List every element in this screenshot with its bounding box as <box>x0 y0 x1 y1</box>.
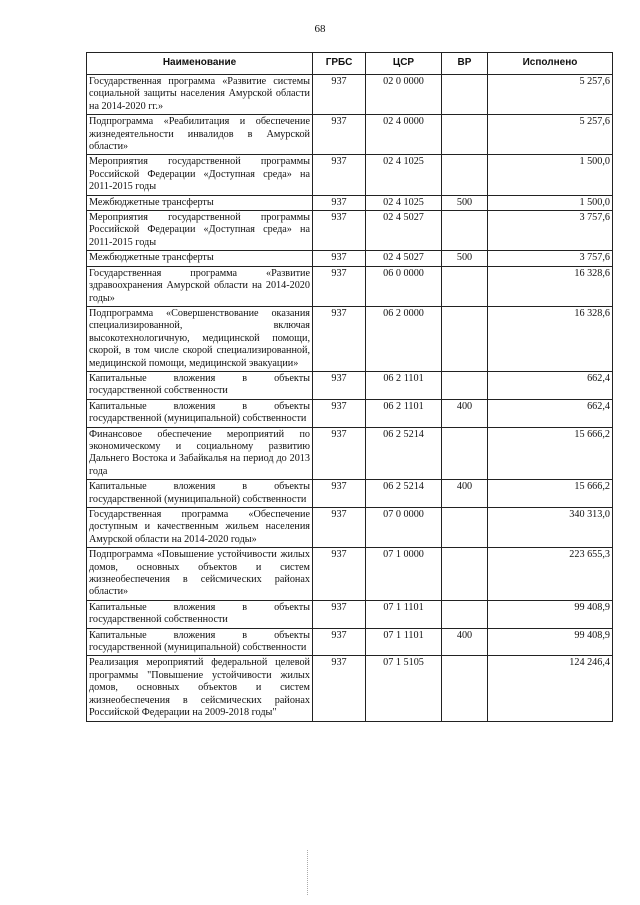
table-row <box>87 266 613 306</box>
header-executed: Исполнено <box>488 53 613 75</box>
table-row <box>87 306 613 371</box>
cell-executed: 99 408,9 <box>488 628 613 656</box>
cell-executed: 15 666,2 <box>488 480 613 508</box>
cell-grbs: 937 <box>313 600 366 628</box>
cell-name: Капитальные вложения в объекты государственной собственности <box>87 600 313 628</box>
scan-fold-mark <box>307 850 309 895</box>
table-row <box>87 399 613 427</box>
page-number: 68 <box>314 23 326 35</box>
cell-name: Мероприятия государственной программы Российской Федерации «Доступная среда» на 2011-2015 годы <box>87 211 313 251</box>
table-row <box>87 195 613 210</box>
header-vr: ВР <box>442 53 488 75</box>
cell-vr <box>442 155 488 195</box>
cell-executed: 16 328,6 <box>488 306 613 371</box>
cell-executed: 99 408,9 <box>488 600 613 628</box>
cell-name: Подпрограмма «Реабилитация и обеспечение жизнедеятельности инвалидов в Амурской области» <box>87 115 313 155</box>
cell-vr: 400 <box>442 628 488 656</box>
table-row <box>87 251 613 266</box>
cell-grbs: 937 <box>313 195 366 210</box>
cell-vr <box>442 427 488 480</box>
cell-vr <box>442 371 488 399</box>
cell-vr <box>442 508 488 548</box>
table-row <box>87 115 613 155</box>
cell-name: Межбюджетные трансферты <box>87 251 313 266</box>
cell-vr <box>442 75 488 115</box>
cell-name: Государственная программа «Развитие системы социальной защиты населения Амурской области на 2014-2020 гг.» <box>87 75 313 115</box>
cell-grbs: 937 <box>313 115 366 155</box>
cell-grbs: 937 <box>313 266 366 306</box>
cell-vr <box>442 266 488 306</box>
cell-executed: 16 328,6 <box>488 266 613 306</box>
cell-name: Подпрограмма «Повышение устойчивости жилых домов, основных объектов и систем жизнеобеспечения в сейсмических районах области» <box>87 548 313 601</box>
cell-executed: 223 655,3 <box>488 548 613 601</box>
table-row <box>87 600 613 628</box>
cell-grbs: 937 <box>313 399 366 427</box>
cell-executed: 3 757,6 <box>488 251 613 266</box>
cell-csr: 02 4 5027 <box>366 211 442 251</box>
table-row <box>87 508 613 548</box>
table-row <box>87 211 613 251</box>
cell-vr <box>442 211 488 251</box>
cell-executed: 124 246,4 <box>488 656 613 721</box>
cell-grbs: 937 <box>313 155 366 195</box>
cell-name: Капитальные вложения в объекты государственной собственности <box>87 371 313 399</box>
table-row <box>87 427 613 480</box>
cell-csr: 07 0 0000 <box>366 508 442 548</box>
cell-vr: 500 <box>442 251 488 266</box>
cell-executed: 1 500,0 <box>488 195 613 210</box>
cell-grbs: 937 <box>313 306 366 371</box>
cell-vr: 500 <box>442 195 488 210</box>
cell-csr: 02 4 1025 <box>366 195 442 210</box>
cell-vr: 400 <box>442 480 488 508</box>
cell-csr: 06 2 5214 <box>366 427 442 480</box>
cell-grbs: 937 <box>313 628 366 656</box>
cell-csr: 07 1 1101 <box>366 628 442 656</box>
cell-grbs: 937 <box>313 371 366 399</box>
cell-grbs: 937 <box>313 656 366 721</box>
cell-name: Подпрограмма «Совершенствование оказания специализированной, включая высокотехнологичную, медицинской помощи, скорой, в том числе скорой специализированной, медицинской помощи, медицинской эвакуации» <box>87 306 313 371</box>
cell-name: Государственная программа «Развитие здравоохранения Амурской области на 2014-2020 годы» <box>87 266 313 306</box>
cell-vr: 400 <box>442 399 488 427</box>
cell-executed: 1 500,0 <box>488 155 613 195</box>
cell-vr <box>442 548 488 601</box>
table-row <box>87 656 613 721</box>
cell-grbs: 937 <box>313 251 366 266</box>
cell-csr: 06 2 1101 <box>366 399 442 427</box>
cell-executed: 3 757,6 <box>488 211 613 251</box>
cell-executed: 5 257,6 <box>488 115 613 155</box>
cell-executed: 15 666,2 <box>488 427 613 480</box>
table-row <box>87 371 613 399</box>
header-grbs: ГРБС <box>313 53 366 75</box>
cell-name: Финансовое обеспечение мероприятий по экономическому и социальному развитию Дальнего Востока и Забайкалья на период до 2013 года <box>87 427 313 480</box>
table-row <box>87 75 613 115</box>
table-row <box>87 155 613 195</box>
cell-csr: 07 1 5105 <box>366 656 442 721</box>
cell-executed: 662,4 <box>488 399 613 427</box>
cell-csr: 07 1 0000 <box>366 548 442 601</box>
cell-csr: 02 0 0000 <box>366 75 442 115</box>
cell-grbs: 937 <box>313 75 366 115</box>
cell-grbs: 937 <box>313 480 366 508</box>
cell-name: Мероприятия государственной программы Российской Федерации «Доступная среда» на 2011-2015 годы <box>87 155 313 195</box>
cell-csr: 06 2 1101 <box>366 371 442 399</box>
header-csr: ЦСР <box>366 53 442 75</box>
cell-vr <box>442 306 488 371</box>
cell-name: Капитальные вложения в объекты государственной (муниципальной) собственности <box>87 399 313 427</box>
cell-vr <box>442 600 488 628</box>
table-body <box>87 75 613 722</box>
cell-name: Реализация мероприятий федеральной целевой программы "Повышение устойчивости жилых домов, основных объектов и систем жизнеобеспечения в сейсмических районах Российской Федерации на 2009-2018 годы" <box>87 656 313 721</box>
cell-grbs: 937 <box>313 427 366 480</box>
cell-name: Государственная программа «Обеспечение доступным и качественным жильем населения Амурской области на 2014-2020 годы» <box>87 508 313 548</box>
cell-name: Капитальные вложения в объекты государственной (муниципальной) собственности <box>87 628 313 656</box>
cell-name: Капитальные вложения в объекты государственной (муниципальной) собственности <box>87 480 313 508</box>
cell-csr: 07 1 1101 <box>366 600 442 628</box>
table-row <box>87 480 613 508</box>
cell-grbs: 937 <box>313 211 366 251</box>
header-name: Наименование <box>87 53 313 75</box>
cell-name: Межбюджетные трансферты <box>87 195 313 210</box>
cell-vr <box>442 115 488 155</box>
cell-csr: 02 4 1025 <box>366 155 442 195</box>
budget-execution-table <box>86 52 613 722</box>
cell-csr: 02 4 0000 <box>366 115 442 155</box>
table-row <box>87 548 613 601</box>
cell-csr: 06 2 0000 <box>366 306 442 371</box>
cell-executed: 5 257,6 <box>488 75 613 115</box>
table-header-row <box>87 53 613 75</box>
cell-csr: 02 4 5027 <box>366 251 442 266</box>
cell-grbs: 937 <box>313 548 366 601</box>
cell-vr <box>442 656 488 721</box>
cell-executed: 340 313,0 <box>488 508 613 548</box>
cell-executed: 662,4 <box>488 371 613 399</box>
cell-csr: 06 0 0000 <box>366 266 442 306</box>
table-row <box>87 628 613 656</box>
cell-grbs: 937 <box>313 508 366 548</box>
cell-csr: 06 2 5214 <box>366 480 442 508</box>
